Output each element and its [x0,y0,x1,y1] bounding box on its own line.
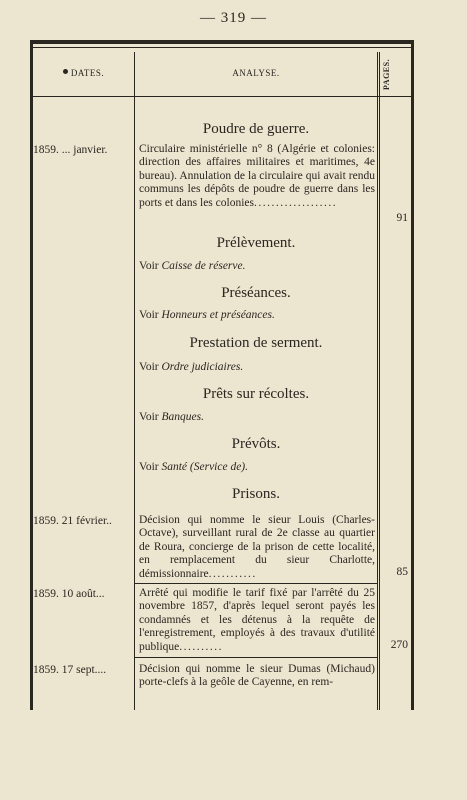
analyse-header: ANALYSE. [232,68,280,78]
entry-page: 91 [396,212,408,224]
see-also-prelevement [139,259,375,273]
page-number: — 319 — [200,10,267,26]
entry-text-content: Arrêté qui modifie le tarif fixé par l'arrêté du 25 novembre 1857, d'après lequel seront payés les condamnés et les détenus à la requête de l'enregistrement, employés à des travaux d'utilité publique [139,587,375,653]
see-ref: Santé (Service de). [161,461,249,473]
dates-column-rule [134,52,135,710]
entry-divider [135,583,377,584]
dates-header [33,68,134,78]
dates-header-label: DATES. [70,68,105,78]
header-bottom-rule [33,96,411,97]
leader-dots: .......... [179,640,223,653]
bullet-icon [63,69,68,74]
entry-text [139,143,375,210]
see-word: Voir [139,411,159,423]
section-heading-prets: Prêts sur récoltes. [202,386,310,402]
entry-date: 1859. 10 août... [33,588,105,600]
see-ref: Caisse de réserve. [161,260,246,272]
entry-date: 1859. ... janvier. [33,144,108,156]
entry-text [139,514,375,581]
leader-dots: ........... [208,567,257,580]
entry-text [139,587,375,654]
entry-text-content: Circulaire ministérielle n° 8 (Algérie et colonies: direction des affaires militaires et maritimes, 4e bureau). Annulation de la circulaire qui avait rendu communs les dépôts de poudre de guerre dans les ports et dans les colonies [139,143,375,209]
see-also-prestation [139,360,375,374]
pages-header: PAGES. [382,58,391,90]
section-heading-prevots: Prévôts. [231,436,281,452]
see-word: Voir [139,309,159,321]
entry-text: Décision qui nomme le sieur Dumas (Michaud) porte-clefs à la geôle de Cayenne, en rem- [139,663,375,689]
section-heading-poudre: Poudre de guerre. [202,121,310,137]
entry-page: 270 [390,639,408,651]
entry-text-content: Décision qui nomme le sieur Louis (Charles-Octave), surveillant rural de 2e classe au quartier de Roura, concierge de la prison de cette localité, en remplacement du sieur Charlotte, démissionnaire [139,514,375,580]
section-heading-prestation: Prestation de serment. [189,335,323,351]
pages-column-rule-inner [379,52,380,710]
entry-date: 1859. 17 sept.... [33,664,107,676]
index-table [30,40,414,710]
see-also-prevots [139,460,375,474]
pages-column-rule [377,52,378,710]
section-heading-prelevement: Prélèvement. [216,235,296,251]
see-ref: Ordre judiciaires. [161,361,244,373]
see-word: Voir [139,260,159,272]
header-double-rule [33,47,411,48]
leader-dots: ................... [253,196,338,209]
section-heading-preseances: Préséances. [221,285,291,301]
entry-divider [135,657,377,658]
see-ref: Honneurs et préséances. [161,309,275,321]
see-also-preseances [139,308,375,322]
see-word: Voir [139,361,159,373]
see-ref: Banques. [161,411,204,423]
entry-page: 85 [396,566,408,578]
see-word: Voir [139,461,159,473]
entry-date: 1859. 21 février.. [33,515,112,527]
see-also-prets [139,410,375,424]
section-heading-prisons: Prisons. [232,486,280,502]
